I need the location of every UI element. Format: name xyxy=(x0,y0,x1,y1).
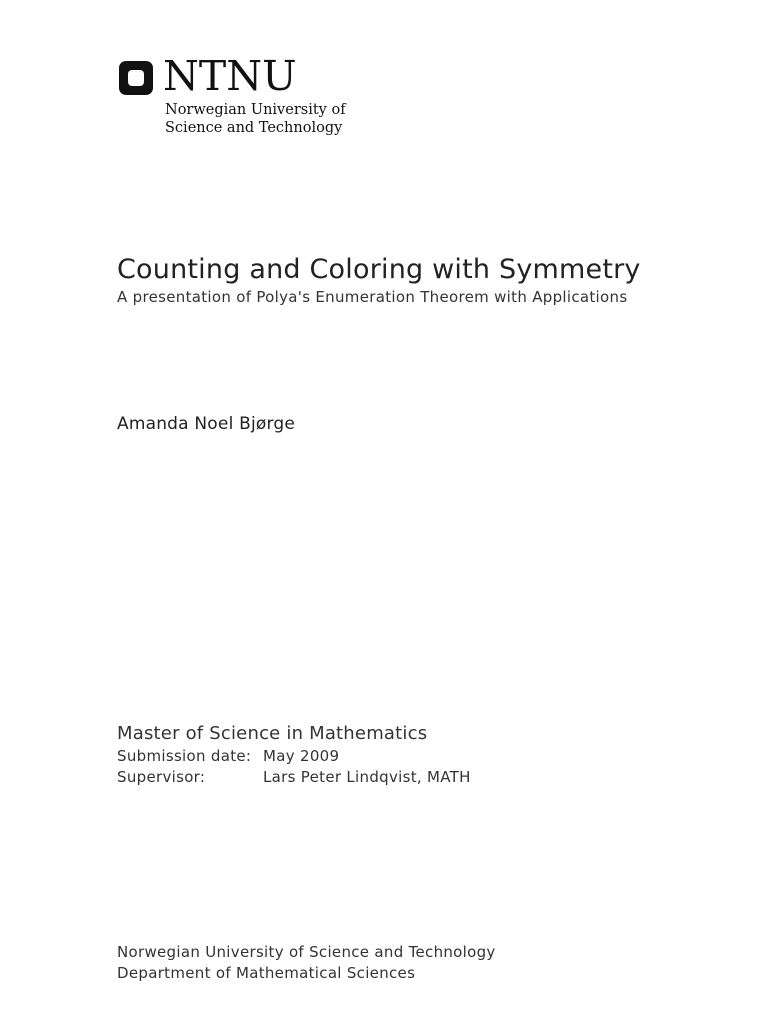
author-name: Amanda Noel Bjørge xyxy=(117,414,296,434)
degree-program: Master of Science in Mathematics xyxy=(117,723,428,744)
logo-line-2: Science and Technology xyxy=(165,120,343,136)
footer-university: Norwegian University of Science and Technology xyxy=(117,943,496,961)
logo-wordmark: NTNU xyxy=(163,52,297,100)
logo-line-1: Norwegian University of xyxy=(165,102,346,118)
ntnu-logo-icon xyxy=(119,61,153,95)
logo-subtitle xyxy=(165,101,346,137)
submission-date-label: Submission date: xyxy=(117,747,252,765)
submission-date-value: May 2009 xyxy=(263,747,340,765)
supervisor-value: Lars Peter Lindqvist, MATH xyxy=(263,768,471,786)
thesis-title: Counting and Coloring with Symmetry xyxy=(117,254,641,285)
supervisor-row xyxy=(117,767,471,787)
thesis-subtitle: A presentation of Polya's Enumeration Theorem with Applications xyxy=(117,288,628,306)
supervisor-label: Supervisor: xyxy=(117,768,206,786)
submission-date-row xyxy=(117,746,339,766)
footer-department: Department of Mathematical Sciences xyxy=(117,964,416,982)
